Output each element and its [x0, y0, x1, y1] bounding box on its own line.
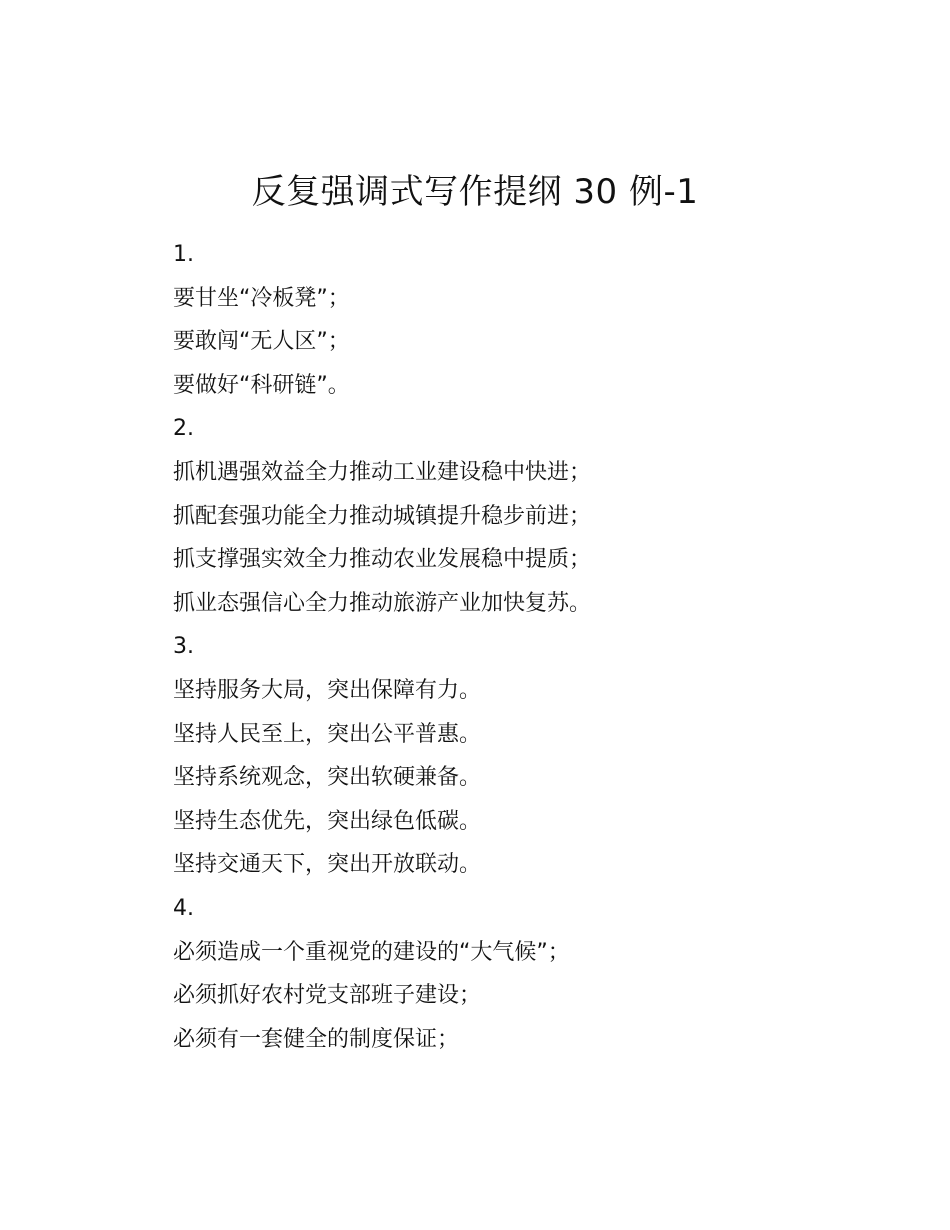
outline-line: 必须有一套健全的制度保证；: [173, 1026, 460, 1052]
outline-line: 坚持服务大局，突出保障有力。: [173, 677, 482, 703]
section-number: 3.: [173, 634, 194, 660]
outline-line: 坚持人民至上，突出公平普惠。: [173, 721, 482, 747]
section-number: 1.: [173, 242, 194, 267]
outline-line: 要甘坐“冷板凳”；: [173, 285, 350, 311]
section-1: [173, 233, 873, 407]
section-3: [173, 625, 873, 887]
outline-line: 要做好“科研链”。: [173, 372, 350, 398]
outline-line: 坚持生态优先，突出绿色低碳。: [173, 808, 482, 834]
outline-line: 必须造成一个重视党的建设的“大气候”；: [173, 939, 570, 965]
outline-line: 坚持系统观念，突出软硬兼备。: [173, 765, 482, 791]
outline-line: 坚持交通天下，突出开放联动。: [173, 852, 482, 878]
section-2: [173, 407, 873, 625]
outline-line: 抓业态强信心全力推动旅游产业加快复苏。: [173, 590, 592, 616]
section-4: [173, 887, 873, 1061]
outline-line: 抓配套强功能全力推动城镇提升稳步前进；: [173, 503, 592, 529]
section-number: 2.: [173, 416, 194, 442]
section-number: 4.: [173, 895, 194, 921]
document-body: [173, 233, 873, 1061]
outline-line: 抓机遇强效益全力推动工业建设稳中快进；: [173, 459, 592, 485]
outline-line: 要敢闯“无人区”；: [173, 329, 350, 355]
outline-line: 必须抓好农村党支部班子建设；: [173, 983, 482, 1009]
outline-line: 抓支撑强实效全力推动农业发展稳中提质；: [173, 547, 592, 573]
document-title: 反复强调式写作提纲 30 例-1: [251, 172, 699, 212]
